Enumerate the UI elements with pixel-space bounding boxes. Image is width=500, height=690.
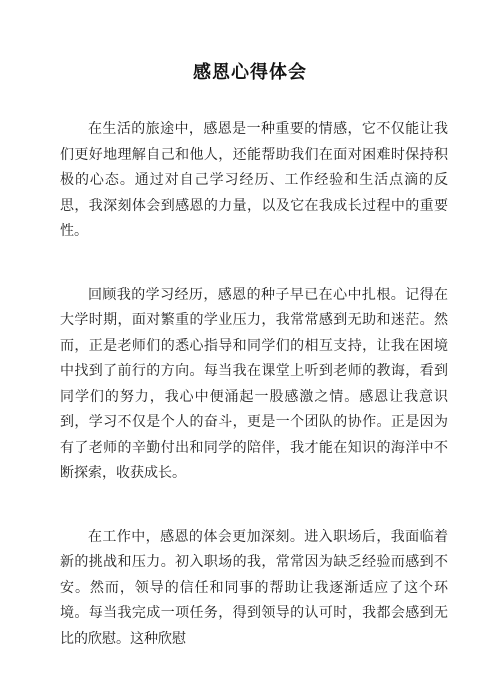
document-body xyxy=(60,117,448,690)
paragraph: 在工作中，感恩的体会更加深刻。进入职场后，我面临着新的挑战和压力。初入职场的我，常常因为缺乏经验而感到不安。然而，领导的信任和同事的帮助让我逐渐适应了这个环境。每当我完成一项任务，得到领导的认可时，我都会感到无比的欣慰。这种欣慰 xyxy=(60,528,448,647)
paragraph: 在生活的旅途中，感恩是一种重要的情感，它不仅能让我们更好地理解自己和他人，还能帮助我们在面对困难时保持积极的心态。通过对自己学习经历、工作经验和生活点滴的反思，我深刻体会到感恩的力量，以及它在我成长过程中的重要性。 xyxy=(60,121,448,239)
document-title: 感恩心得体会 xyxy=(193,62,307,83)
paragraph: 回顾我的学习经历，感恩的种子早已在心中扎根。记得在大学时期，面对繁重的学业压力，我常常感到无助和迷茫。然而，正是老师们的悉心指导和同学们的相互支持，让我在困境中找到了前行的方向。每当我在课堂上听到老师的教诲，看到同学们的努力，我心中便涌起一股感激之情。感恩让我意识到，学习不仅是个人的奋斗，更是一个团队的协作。正是因为有了老师的辛勤付出和同学的陪伴，我才能在知识的海洋中不断探索，收获成长。 xyxy=(60,286,448,481)
